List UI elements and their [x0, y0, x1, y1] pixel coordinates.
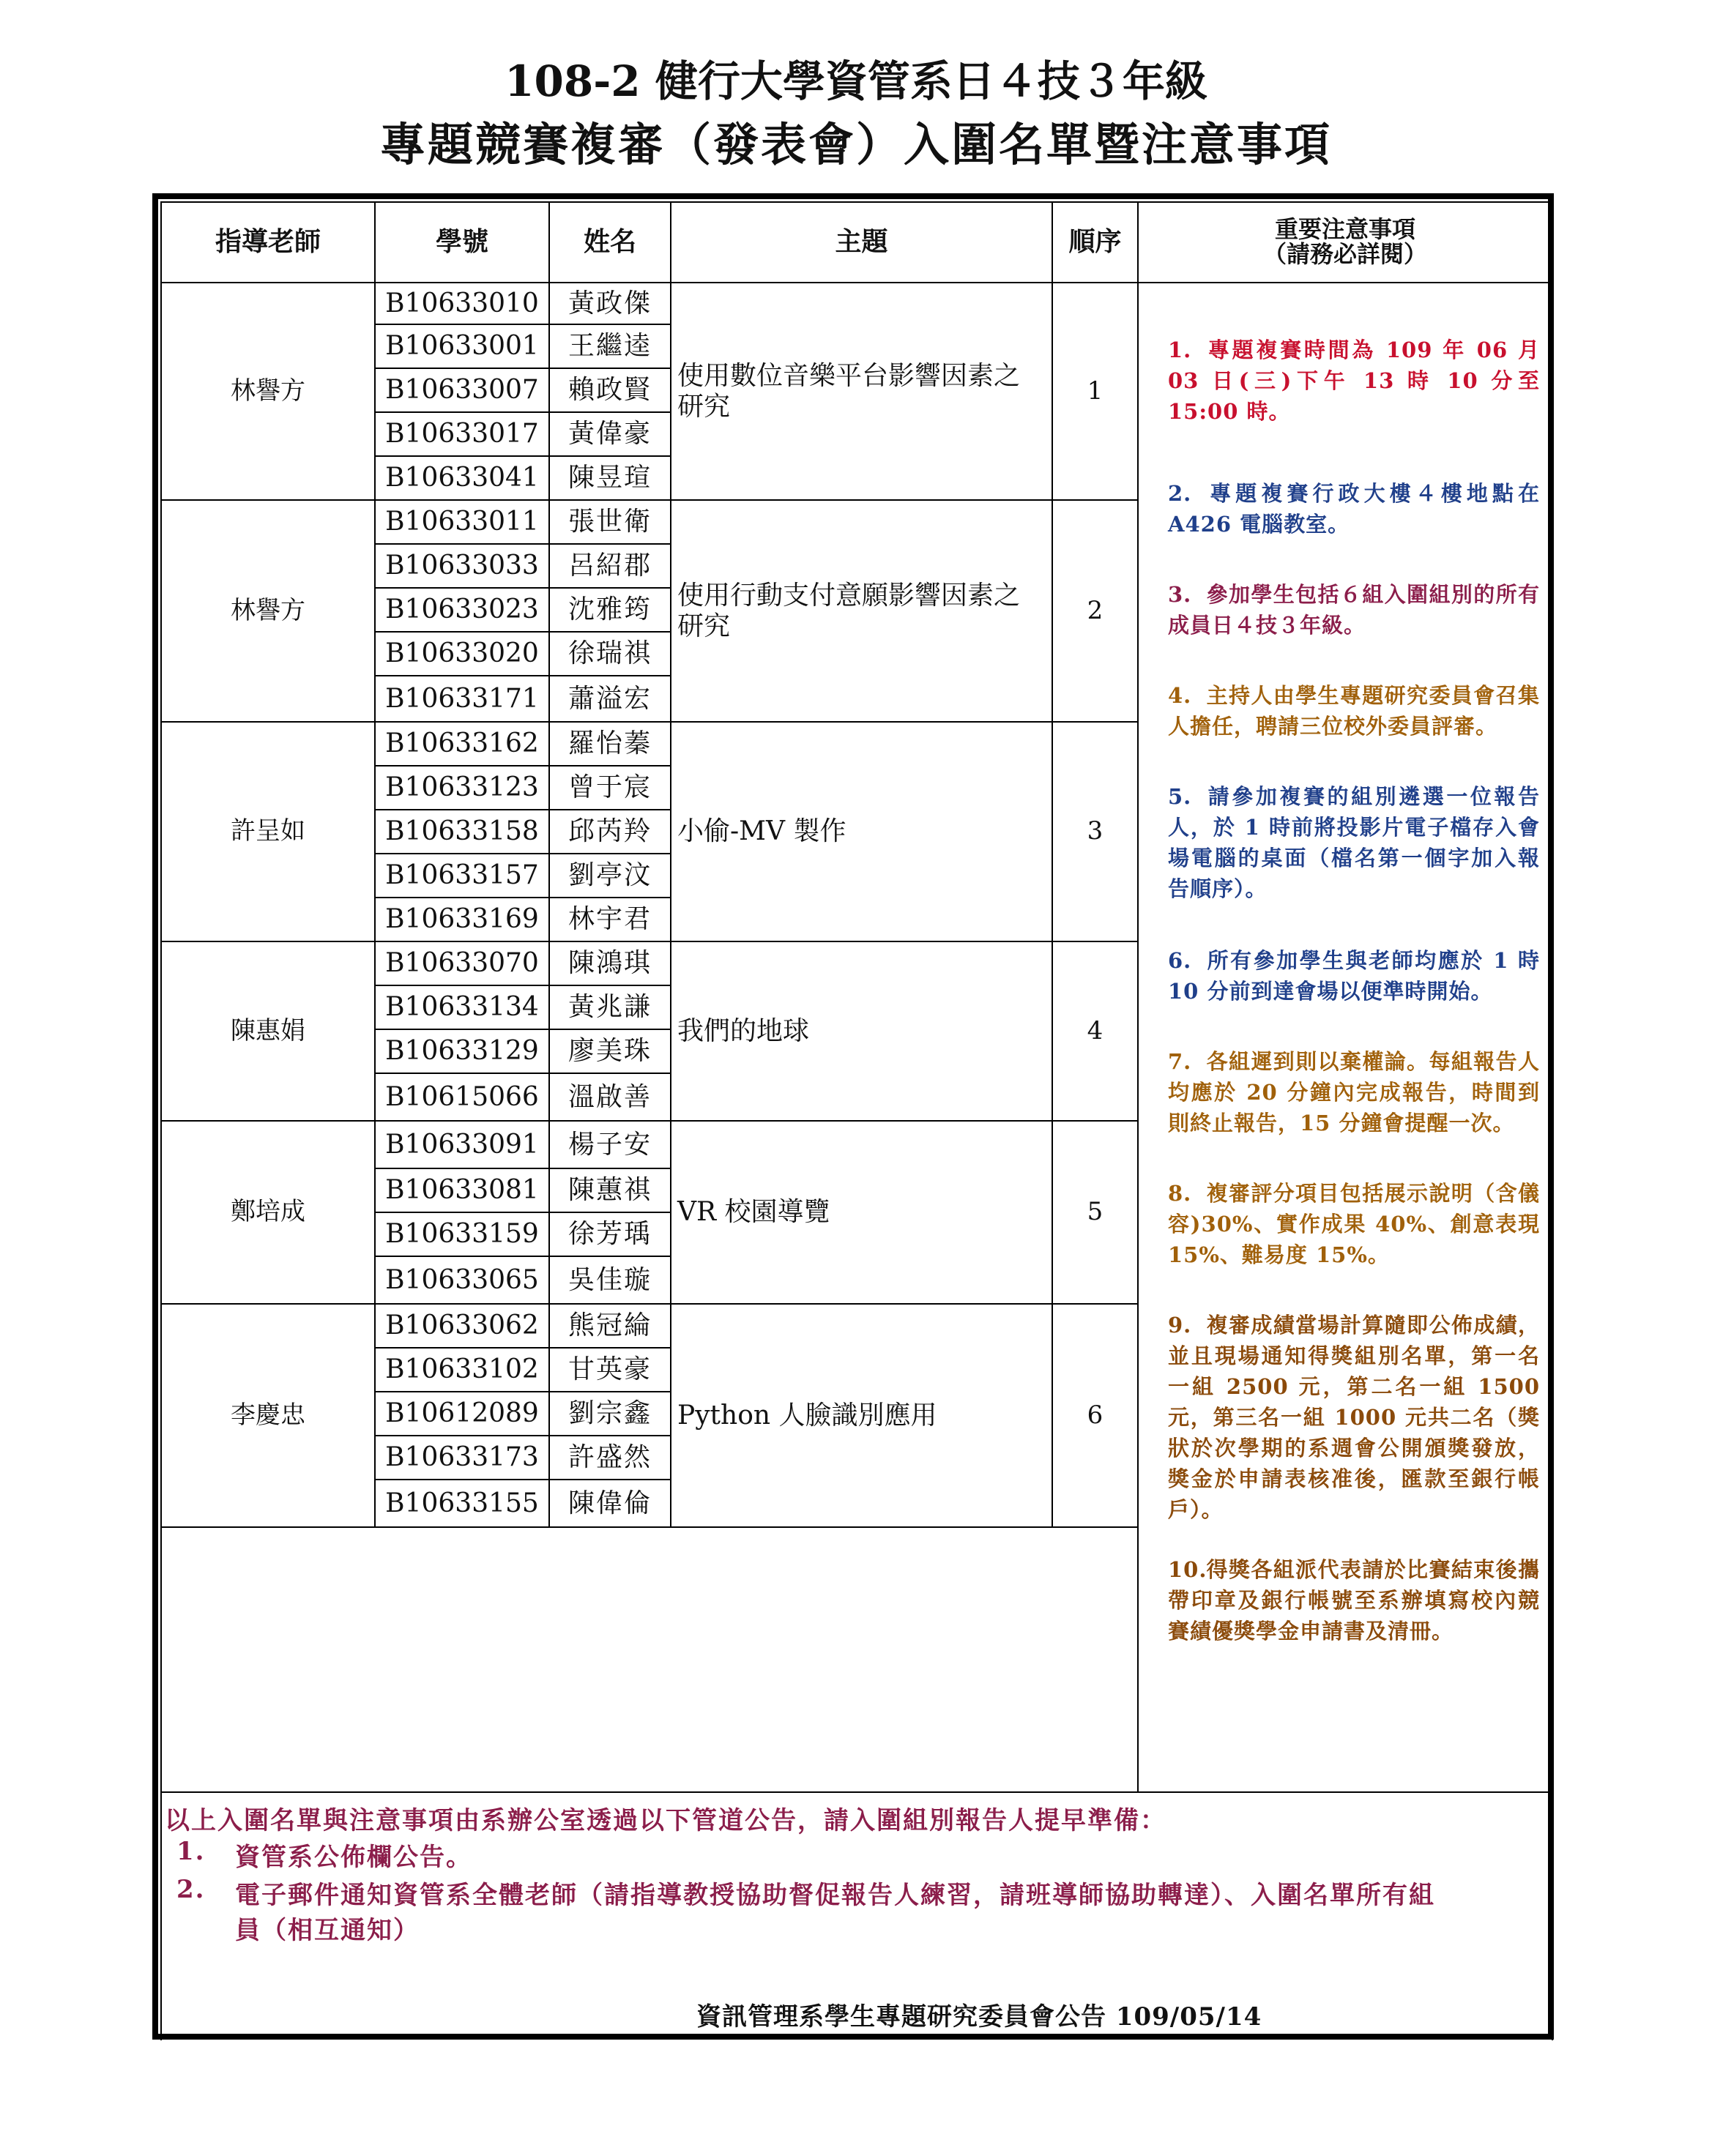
announcement-item-2-line2: 員（相互通知） [235, 1916, 420, 1945]
note-number: 7. [1168, 1049, 1192, 1074]
note-text: 所有參加學生與老師均應於 1 時 10 分前到達會場以便準時開始。 [1168, 948, 1540, 1004]
topic-cell: 我們的地球 [670, 941, 1053, 1122]
student-id-cell: B10612089 [374, 1391, 550, 1436]
student-id-cell: B10633081 [374, 1168, 550, 1213]
student-id-cell: B10633173 [374, 1435, 550, 1480]
topic-cell: 使用行動支付意願影響因素之研究 [670, 499, 1053, 723]
student-name-cell: 張世衛 [548, 499, 671, 545]
note-text: 參加學生包括６組入圍組別的所有成員日４技３年級。 [1168, 582, 1540, 638]
advisor-cell: 林譽方 [160, 499, 376, 723]
note-text: 複審評分項目包括展示說明（含儀容)30%、實作成果 40%、創意表現 15%、難易度 15%。 [1168, 1181, 1540, 1267]
student-name-cell: 陳昱瑄 [548, 455, 671, 501]
header-advisor: 指導老師 [160, 201, 376, 283]
student-id-cell: B10633123 [374, 765, 550, 810]
student-id-cell: B10633157 [374, 853, 550, 898]
note-number: 9. [1168, 1313, 1192, 1338]
student-id-cell: B10633017 [374, 411, 550, 457]
notice-frame [152, 193, 1554, 2040]
student-id-cell: B10633011 [374, 499, 550, 545]
student-name-cell: 王繼逵 [548, 324, 671, 369]
header-topic: 主題 [670, 201, 1053, 283]
student-name-cell: 劉宗鑫 [548, 1391, 671, 1436]
topic-cell: 小偷-MV 製作 [670, 721, 1053, 942]
note-item [1168, 335, 1540, 427]
student-id-cell: B10633171 [374, 675, 550, 723]
student-id-cell: B10633033 [374, 543, 550, 589]
student-name-cell: 林宇君 [548, 897, 671, 942]
student-name-cell: 甘英豪 [548, 1347, 671, 1392]
announcement-intro: 以上入圍名單與注意事項由系辦公室透過以下管道公告，請入圍組別報告人提早準備： [165, 1806, 1166, 1835]
student-name-cell: 羅怡蓁 [548, 721, 671, 766]
note-number: 10. [1168, 1557, 1207, 1582]
header-notes [1137, 201, 1553, 283]
student-name-cell: 吳佳璇 [548, 1256, 671, 1305]
topic-cell: Python 人臉識別應用 [670, 1303, 1053, 1528]
student-id-cell: B10633091 [374, 1120, 550, 1169]
student-name-cell: 陳偉倫 [548, 1479, 671, 1528]
student-name-cell: 呂紹郡 [548, 543, 671, 589]
notes-list [1168, 335, 1540, 1646]
student-id-cell: B10633162 [374, 721, 550, 766]
student-id-cell: B10633023 [374, 587, 550, 633]
student-name-cell: 溫啟善 [548, 1073, 671, 1122]
student-id-cell: B10633155 [374, 1479, 550, 1528]
student-id-cell: B10615066 [374, 1073, 550, 1122]
page-title-line1: 108-2 健行大學資管系日４技３年級 [505, 56, 1207, 106]
note-text: 主持人由學生專題研究委員會召集人擔任，聘請三位校外委員評審。 [1168, 683, 1540, 739]
header-name: 姓名 [548, 201, 671, 283]
header-notes-line2: （請務必詳閱） [1262, 240, 1427, 268]
student-name-cell: 陳鴻琪 [548, 941, 671, 986]
note-number: 5. [1168, 784, 1192, 809]
header-order: 順序 [1052, 201, 1139, 283]
note-item [1168, 1310, 1540, 1525]
note-number: 2. [1168, 481, 1192, 506]
student-id-cell: B10633020 [374, 631, 550, 676]
note-item [1168, 1046, 1540, 1138]
student-name-cell: 陳蕙祺 [548, 1168, 671, 1213]
note-number: 1. [1168, 337, 1192, 362]
note-number: 8. [1168, 1181, 1192, 1206]
note-item [1168, 781, 1540, 904]
student-name-cell: 熊冠綸 [548, 1303, 671, 1349]
note-text: 請參加複賽的組別遴選一位報告人，於 1 時前將投影片電子檔存入會場電腦的桌面（檔名第一個字加入報告順序）。 [1168, 784, 1540, 901]
order-cell: 5 [1052, 1120, 1139, 1305]
note-item [1168, 579, 1540, 641]
student-id-cell: B10633010 [374, 282, 550, 325]
header-student-id: 學號 [374, 201, 550, 283]
page-title-line2: 專題競賽複審（發表會）入圍名單暨注意事項 [379, 118, 1332, 171]
student-name-cell: 黃兆謙 [548, 985, 671, 1030]
note-text: 得獎各組派代表請於比賽結束後攜帶印章及銀行帳號至系辦填寫校內競賽績優獎學金申請書及清冊。 [1168, 1557, 1540, 1644]
student-name-cell: 沈雅筠 [548, 587, 671, 633]
student-id-cell: B10633134 [374, 985, 550, 1030]
note-number: 4. [1168, 683, 1192, 708]
empty-area [160, 1526, 1139, 1793]
note-text: 各組遲到則以棄權論。每組報告人均應於 20 分鐘內完成報告，時間到則終止報告，15 分鐘會提醒一次。 [1168, 1049, 1540, 1135]
student-name-cell: 楊子安 [548, 1120, 671, 1169]
note-text: 專題複賽時間為 109 年 06 月 03 日(三)下午 13 時 10 分至 15:00 時。 [1168, 337, 1540, 424]
student-name-cell: 徐瑞祺 [548, 631, 671, 676]
announcement-item-number: 2. [176, 1875, 206, 1904]
announcement-item-2-line1: 電子郵件通知資管系全體老師（請指導教授協助督促報告人練習，請班導師協助轉達）、入圍名單所有組 [235, 1881, 1435, 1910]
student-id-cell: B10633007 [374, 368, 550, 413]
order-cell: 4 [1052, 941, 1139, 1122]
note-item [1168, 1178, 1540, 1270]
header-notes-line1: 重要注意事項 [1274, 215, 1415, 244]
student-name-cell: 廖美珠 [548, 1029, 671, 1074]
topic-cell: VR 校園導覽 [670, 1120, 1053, 1305]
student-id-cell: B10633129 [374, 1029, 550, 1074]
announcement-signature: 資訊管理系學生專題研究委員會公告 109/05/14 [696, 2002, 1262, 2032]
student-id-cell: B10633001 [374, 324, 550, 369]
student-name-cell: 曾于宸 [548, 765, 671, 810]
student-id-cell: B10633169 [374, 897, 550, 942]
notes-cell [1137, 282, 1553, 1793]
note-number: 3. [1168, 582, 1192, 607]
note-item [1168, 680, 1540, 742]
student-id-cell: B10633158 [374, 809, 550, 854]
note-item [1168, 1554, 1540, 1646]
student-id-cell: B10633041 [374, 455, 550, 501]
student-name-cell: 賴政賢 [548, 368, 671, 413]
order-cell: 1 [1052, 282, 1139, 501]
advisor-cell: 李慶忠 [160, 1303, 376, 1528]
note-item [1168, 945, 1540, 1007]
student-name-cell: 劉亭汶 [548, 853, 671, 898]
student-name-cell: 徐芳瑀 [548, 1212, 671, 1257]
note-item [1168, 478, 1540, 540]
order-cell: 3 [1052, 721, 1139, 942]
advisor-cell: 林譽方 [160, 282, 376, 501]
order-cell: 2 [1052, 499, 1139, 723]
announcement-area [160, 1791, 1553, 2040]
student-id-cell: B10633159 [374, 1212, 550, 1257]
note-text: 專題複賽行政大樓４樓地點在 A426 電腦教室。 [1168, 481, 1540, 537]
advisor-cell: 陳惠娟 [160, 941, 376, 1122]
student-id-cell: B10633102 [374, 1347, 550, 1392]
announcement-item-number: 1. [176, 1837, 206, 1866]
topic-cell: 使用數位音樂平台影響因素之研究 [670, 282, 1053, 501]
student-name-cell: 許盛然 [548, 1435, 671, 1480]
announcement-item-1: 資管系公佈欄公告。 [235, 1843, 472, 1872]
student-id-cell: B10633065 [374, 1256, 550, 1305]
student-name-cell: 邱芮羚 [548, 809, 671, 854]
student-id-cell: B10633070 [374, 941, 550, 986]
note-text: 複審成績當場計算隨即公佈成績，並且現場通知得獎組別名單，第一名一組 2500 元，第二名一組 1500 元，第三名一組 1000 元共二名（獎狀於次學期的系週會公開頒獎發放，獎金於申請表核准後，匯款至銀行帳戶）。 [1168, 1313, 1540, 1522]
student-name-cell: 黃政傑 [548, 282, 671, 325]
student-name-cell: 蕭溢宏 [548, 675, 671, 723]
order-cell: 6 [1052, 1303, 1139, 1528]
advisor-cell: 鄭培成 [160, 1120, 376, 1305]
student-id-cell: B10633062 [374, 1303, 550, 1349]
advisor-cell: 許呈如 [160, 721, 376, 942]
student-name-cell: 黃偉豪 [548, 411, 671, 457]
note-number: 6. [1168, 948, 1192, 973]
